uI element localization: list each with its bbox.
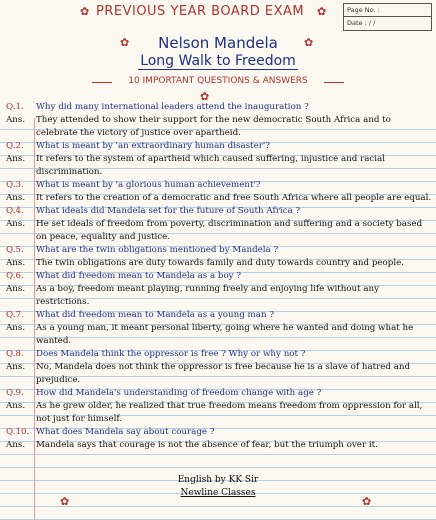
answer bbox=[6, 439, 432, 452]
class-name: Newline Classes bbox=[180, 488, 256, 498]
answer-text: As a boy, freedom meant playing, running freely and enjoying life without any restrictions. bbox=[36, 284, 380, 307]
question-text: How did Mandela's understanding of freedom change with age ? bbox=[36, 388, 322, 398]
answer-label: Ans. bbox=[6, 154, 26, 164]
answer-text: The twin obligations are duty towards family and duty towards country and people. bbox=[36, 258, 404, 268]
question bbox=[6, 205, 432, 218]
answer bbox=[6, 283, 432, 309]
date-label: Date : / / bbox=[344, 16, 431, 29]
divider bbox=[324, 82, 344, 83]
question bbox=[6, 348, 432, 361]
question bbox=[6, 179, 432, 192]
answer-text: It refers to the system of apartheid which caused suffering, injustice and racial discrimination. bbox=[36, 154, 386, 177]
flower-icon: ✿ bbox=[80, 5, 90, 18]
answer-text: As a young man, it meant personal liberty, going where he wanted and doing what he wanted. bbox=[36, 323, 414, 346]
flower-icon: ✿ bbox=[317, 5, 327, 18]
answer-text: They attended to show their support for the new democratic South Africa and to celebrate the victory of justice over apartheid. bbox=[36, 115, 391, 138]
flower-icon: ✿ bbox=[200, 90, 210, 103]
exam-title: PREVIOUS YEAR BOARD EXAM bbox=[96, 4, 305, 19]
question-label: Q.3. bbox=[6, 180, 24, 190]
answer bbox=[6, 218, 432, 244]
qa-list bbox=[6, 101, 432, 452]
answer bbox=[6, 153, 432, 179]
question bbox=[6, 309, 432, 322]
question-text: What did freedom mean to Mandela as a young man ? bbox=[36, 310, 274, 320]
flower-icon: ✿ bbox=[362, 495, 372, 508]
question-text: What ideals did Mandela set for the future of South Africa ? bbox=[36, 206, 301, 216]
answer-label: Ans. bbox=[6, 362, 26, 372]
answer bbox=[6, 192, 432, 205]
question-label: Q.9. bbox=[6, 388, 24, 398]
page-no-label: Page No. : bbox=[347, 6, 380, 14]
question-label: Q.6. bbox=[6, 271, 24, 281]
answer bbox=[6, 322, 432, 348]
answer bbox=[6, 400, 432, 426]
lesson-title bbox=[0, 53, 436, 69]
answer-text: He set ideals of freedom from poverty, discrimination and suffering and a society based on peace, equality and justice. bbox=[36, 219, 423, 242]
answer-label: Ans. bbox=[6, 219, 26, 229]
question bbox=[6, 101, 432, 114]
subtitle: 10 IMPORTANT QUESTIONS & ANSWERS bbox=[128, 76, 308, 86]
question-label: Q.5. bbox=[6, 245, 24, 255]
question bbox=[6, 140, 432, 153]
answer-label: Ans. bbox=[6, 323, 26, 333]
flower-icon: ✿ bbox=[120, 36, 130, 49]
question-label: Q.1. bbox=[6, 102, 24, 112]
question bbox=[6, 387, 432, 400]
question-text: What is meant by 'an extraordinary human disaster'? bbox=[36, 141, 270, 151]
question-text: What are the twin obligations mentioned by Mandela ? bbox=[36, 245, 279, 255]
answer-label: Ans. bbox=[6, 258, 26, 268]
question bbox=[6, 244, 432, 257]
answer-label: Ans. bbox=[6, 401, 26, 411]
credit: English by KK Sir bbox=[177, 475, 259, 485]
answer-label: Ans. bbox=[6, 284, 26, 294]
question-label: Q.8. bbox=[6, 349, 24, 359]
question-text: What did freedom mean to Mandela as a boy ? bbox=[36, 271, 242, 281]
question-label: Q.4. bbox=[6, 206, 24, 216]
answer bbox=[6, 114, 432, 140]
answer-text: It refers to the creation of a democratic and free South Africa where all people are equal. bbox=[36, 193, 432, 203]
lesson-title-text: Long Walk to Freedom bbox=[140, 53, 296, 69]
answer-text: No, Mandela does not think the oppressor is free because he is a slave of hatred and prejudice. bbox=[36, 362, 411, 385]
question-text: What is meant by 'a glorious human achievement'? bbox=[36, 180, 261, 190]
question-text: Does Mandela think the oppressor is free ? Why or why not ? bbox=[36, 349, 306, 359]
answer-label: Ans. bbox=[6, 193, 26, 203]
question-label: Q.7. bbox=[6, 310, 24, 320]
answer-text: Mandela says that courage is not the absence of fear, but the triumph over it. bbox=[36, 440, 378, 450]
question bbox=[6, 426, 432, 439]
question bbox=[6, 270, 432, 283]
flower-icon: ✿ bbox=[60, 495, 70, 508]
page-title: Nelson Mandela bbox=[158, 34, 278, 52]
answer bbox=[6, 257, 432, 270]
answer-label: Ans. bbox=[6, 115, 26, 125]
question-label: Q.10. bbox=[6, 427, 30, 437]
flower-icon: ✿ bbox=[304, 36, 314, 49]
page-date-box bbox=[343, 3, 432, 31]
answer bbox=[6, 361, 432, 387]
question-label: Q.2. bbox=[6, 141, 24, 151]
question-text: What does Mandela say about courage ? bbox=[36, 427, 215, 437]
answer-text: As he grew older, he realized that true freedom means freedom from oppression for all, not just for himself. bbox=[36, 401, 423, 424]
question-text: Why did many international leaders attend the inauguration ? bbox=[36, 102, 309, 112]
answer-label: Ans. bbox=[6, 440, 26, 450]
